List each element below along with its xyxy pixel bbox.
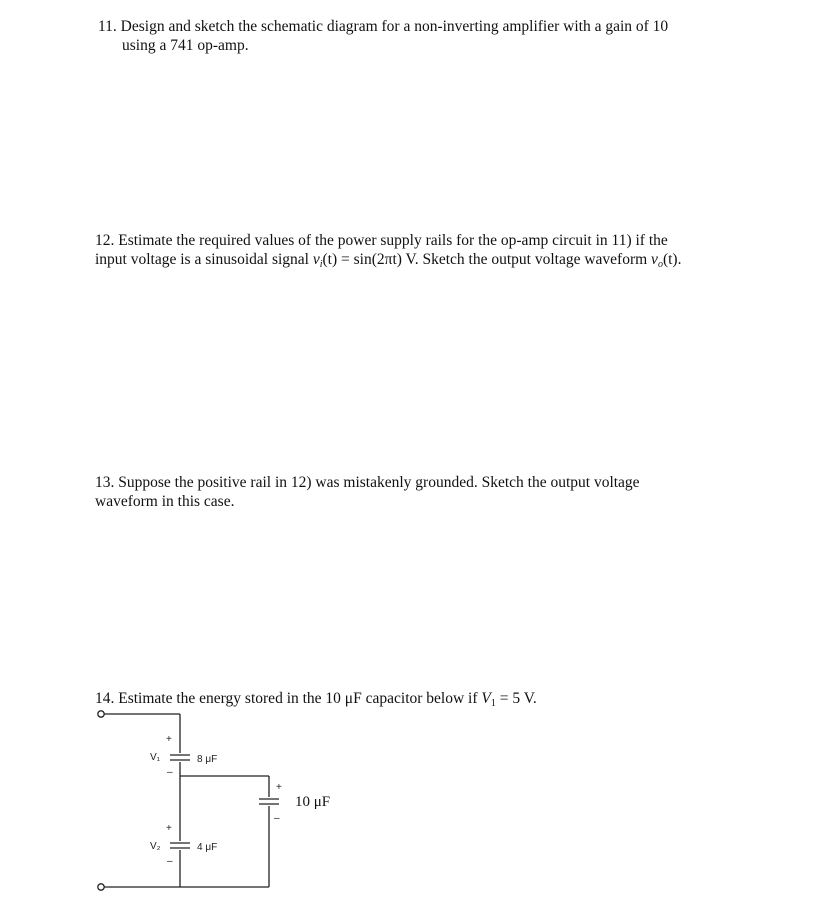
vi-expression: (t) = sin(2πt) V. Sketch the output voltage waveform [322,251,652,268]
capacitor-circuit-diagram [95,706,355,896]
question-12-text: input voltage is a sinusoidal signal [95,251,313,268]
question-13-line-1: 13. Suppose the positive rail in 12) was mistakenly grounded. Sketch the output voltage [95,474,640,491]
question-13-line-2: waveform in this case. [95,493,235,510]
question-14-text-end: = 5 V. [495,690,537,707]
question-12 [95,231,681,269]
question-12-line-1: 12. Estimate the required values of the power supply rails for the op-amp circuit in 11) if the [95,232,668,249]
bottom-terminal [98,884,104,890]
c2-value-label: 4 μF [197,842,218,853]
question-11-line-2: using a 741 op-amp. [122,37,249,54]
question-14-text: 14. Estimate the energy stored in the 10 μF capacitor below if [95,690,482,707]
c2-minus-label: – [167,856,173,867]
c3-minus-label: – [274,813,280,824]
question-11 [98,17,668,55]
vo-expression: (t). [662,251,682,268]
c1-plus-label: + [166,734,172,745]
vo-subscript: o [657,259,663,270]
c1-minus-label: – [167,767,173,778]
vi-subscript: i [319,259,323,270]
c2-plus-label: + [166,823,172,834]
c3-plus-label: + [276,782,282,793]
question-11-line-1: 11. Design and sketch the schematic diagram for a non-inverting amplifier with a gain of 10 [98,18,669,35]
question-13 [95,473,640,511]
question-12-line-2 [95,250,681,269]
c1-value-label: 8 μF [197,754,218,765]
c3-value-label: 10 μF [295,794,331,810]
v1-symbol: V [481,690,491,707]
c1-voltage-label: V₁ [150,752,161,763]
v1-subscript: 1 [490,698,496,709]
c2-voltage-label: V₂ [150,841,161,852]
top-terminal [98,711,104,717]
vi-symbol: v [312,251,320,268]
vo-symbol: v [651,251,658,268]
